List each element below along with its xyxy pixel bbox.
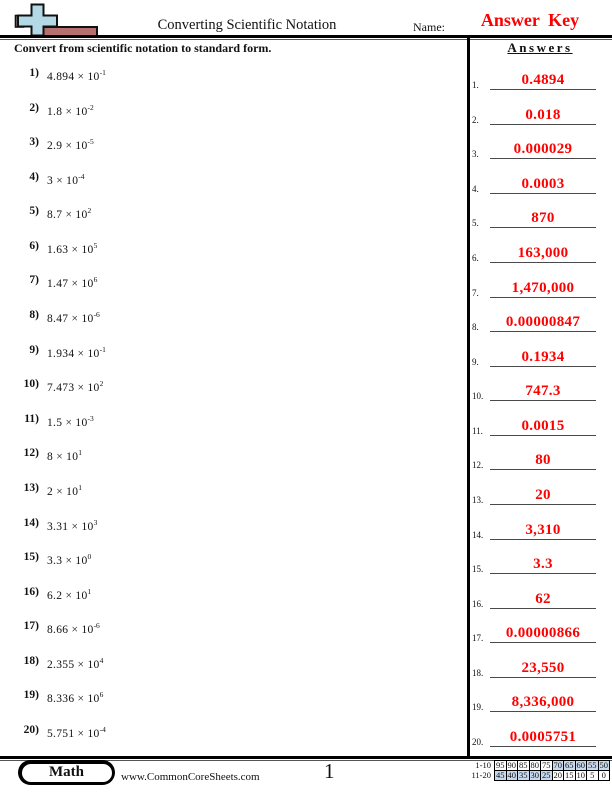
answer-blank-line [490, 728, 596, 747]
answer-blank-line [490, 71, 596, 90]
question-base: 8 × 10 [47, 451, 79, 464]
answer-number: 18. [472, 667, 484, 678]
answer-number: 1. [472, 80, 479, 91]
answer-blank-line [490, 624, 596, 643]
questions-list [15, 66, 455, 758]
question-expression [47, 688, 103, 706]
question-row [15, 273, 455, 308]
answer-value: 0.018 [525, 106, 561, 123]
question-base: 5.751 × 10 [47, 727, 100, 740]
answer-value: 1,470,000 [511, 279, 575, 296]
question-base: 2.355 × 10 [47, 658, 100, 671]
answer-value: 0.0015 [521, 417, 565, 434]
question-expression [47, 481, 82, 499]
answer-row [472, 436, 610, 471]
answer-number: 17. [472, 633, 484, 644]
question-row [15, 619, 455, 654]
question-exponent: -1 [99, 68, 106, 77]
answer-row [472, 540, 610, 575]
question-row [15, 377, 455, 412]
answer-row [472, 159, 610, 194]
answer-row [472, 609, 610, 644]
answer-number: 14. [472, 529, 484, 540]
answer-number: 6. [472, 252, 479, 263]
question-number: 1) [29, 67, 39, 79]
question-exponent: 6 [93, 275, 98, 285]
answer-number: 10. [472, 391, 484, 402]
answer-row [472, 470, 610, 505]
answer-value: 3.3 [533, 556, 553, 573]
question-exponent: 4 [99, 655, 104, 665]
answer-value: 0.000029 [513, 141, 573, 158]
question-exponent: -6 [93, 621, 100, 631]
question-exponent: 2 [99, 379, 104, 389]
answer-value: 20 [535, 487, 551, 504]
answer-blank-line [490, 659, 596, 678]
question-exponent: -2 [87, 102, 94, 112]
question-row [15, 654, 455, 689]
question-expression [47, 273, 97, 291]
question-exponent: -1 [99, 344, 106, 354]
answer-value: 3,310 [525, 521, 561, 538]
question-base: 1.47 × 10 [47, 278, 94, 291]
question-number: 18) [23, 654, 39, 667]
question-exponent: 1 [87, 586, 92, 596]
answer-number: 3. [472, 149, 479, 160]
question-base: 3 × 10 [47, 174, 79, 187]
question-base: 1.5 × 10 [47, 416, 88, 429]
question-expression [47, 170, 85, 188]
question-row [15, 204, 455, 239]
question-row [15, 170, 455, 205]
answer-blank-line [490, 279, 596, 298]
question-base: 3.3 × 10 [47, 554, 88, 567]
question-base: 1.63 × 10 [47, 243, 94, 256]
instruction-text: Convert from scientific notation to standard form. [14, 41, 272, 55]
website-text: www.CommonCoreSheets.com [121, 771, 260, 783]
grading-row [470, 761, 609, 771]
answer-row [472, 56, 610, 91]
answer-row [472, 401, 610, 436]
question-expression [47, 654, 103, 672]
answers-column-divider [467, 36, 470, 757]
grade-cell: 65 [565, 760, 574, 770]
page-number: 1 [324, 759, 335, 783]
question-number: 15) [23, 551, 39, 564]
question-number: 3) [29, 136, 39, 149]
question-row [15, 343, 455, 378]
answer-row [472, 643, 610, 678]
answer-number: 4. [472, 183, 479, 194]
grading-table [470, 760, 610, 781]
answer-value: 0.1934 [521, 348, 565, 365]
answer-value: 163,000 [517, 244, 569, 261]
grade-cell: 80 [530, 760, 539, 770]
question-row [15, 66, 455, 101]
answer-value: 0.00000847 [505, 314, 581, 331]
question-row [15, 585, 455, 620]
question-number: 5) [29, 205, 39, 218]
question-number: 12) [23, 447, 39, 460]
subject-badge-label: Math [21, 763, 113, 783]
grade-cell: 95 [496, 760, 505, 770]
question-expression [47, 516, 97, 534]
question-expression [47, 204, 91, 222]
answer-value: 80 [535, 452, 551, 469]
answer-number: 5. [472, 218, 479, 229]
grade-cell: 25 [542, 770, 551, 780]
answer-number: 19. [472, 702, 484, 713]
question-expression [47, 550, 91, 568]
answer-row [472, 194, 610, 229]
answer-row [472, 505, 610, 540]
question-number: 11) [24, 412, 39, 425]
question-row [15, 550, 455, 585]
question-number: 10) [23, 378, 39, 391]
question-number: 17) [23, 620, 39, 633]
question-expression [47, 135, 94, 153]
answers-list [472, 56, 610, 748]
grade-cell: 20 [553, 770, 562, 780]
question-expression [47, 619, 100, 637]
question-expression [47, 412, 94, 430]
answer-row [472, 228, 610, 263]
grade-cell: 40 [507, 770, 516, 780]
question-row [15, 412, 455, 447]
question-expression [47, 377, 103, 395]
question-base: 2.9 × 10 [47, 139, 88, 152]
question-base: 8.47 × 10 [47, 312, 94, 325]
question-exponent: -4 [99, 724, 106, 734]
answer-blank-line [490, 521, 596, 540]
question-exponent: 1 [78, 482, 83, 492]
grade-cell: 90 [507, 760, 516, 770]
grade-cell: 15 [565, 770, 574, 780]
grade-cell: 75 [542, 760, 551, 770]
question-row [15, 723, 455, 758]
answer-number: 13. [472, 495, 484, 506]
grade-cell: 10 [576, 770, 585, 780]
question-expression [47, 101, 94, 119]
answer-number: 9. [472, 356, 479, 367]
name-label: Name: [413, 20, 445, 34]
question-exponent: -4 [78, 171, 85, 181]
answer-row [472, 574, 610, 609]
grade-cell: 85 [519, 760, 528, 770]
question-row [15, 239, 455, 274]
question-exponent: 0 [87, 552, 92, 562]
question-number: 6) [29, 239, 39, 252]
answer-blank-line [490, 382, 596, 401]
answer-blank-line [490, 106, 596, 125]
question-exponent: 5 [93, 240, 98, 250]
grade-cell: 50 [599, 760, 608, 770]
question-exponent: -6 [93, 310, 100, 320]
grade-cell: 35 [519, 770, 528, 780]
question-base: 2 × 10 [47, 485, 79, 498]
question-exponent: -5 [87, 137, 94, 147]
grade-range-label: 1-10 [475, 760, 491, 770]
question-base: 8.66 × 10 [47, 624, 94, 637]
question-number: 4) [29, 170, 39, 183]
question-base: 8.7 × 10 [47, 209, 88, 222]
answer-row [472, 125, 610, 160]
question-base: 1.934 × 10 [47, 347, 100, 360]
grade-range-label: 11-20 [471, 770, 491, 780]
question-exponent: 2 [87, 206, 92, 216]
answer-value: 0.0003 [521, 175, 565, 192]
answer-number: 16. [472, 598, 484, 609]
answer-blank-line [490, 175, 596, 194]
grade-cell: 30 [530, 770, 539, 780]
question-expression [47, 585, 91, 603]
answer-blank-line [490, 313, 596, 332]
grade-cell: 55 [588, 760, 597, 770]
question-row [15, 481, 455, 516]
question-number: 9) [29, 343, 39, 356]
grade-cell: 45 [496, 770, 505, 780]
question-number: 16) [23, 585, 39, 598]
question-row [15, 101, 455, 136]
question-row [15, 688, 455, 723]
question-base: 6.2 × 10 [47, 589, 88, 602]
question-exponent: -3 [87, 413, 94, 423]
answer-blank-line [490, 451, 596, 470]
answer-blank-line [490, 140, 596, 159]
answer-row [472, 678, 610, 713]
answer-row [472, 332, 610, 367]
answer-blank-line [490, 486, 596, 505]
answer-value: 8,336,000 [511, 694, 575, 711]
page-title: Converting Scientific Notation [157, 17, 337, 33]
answer-number: 2. [472, 114, 479, 125]
answer-number: 12. [472, 460, 484, 471]
question-expression [47, 239, 97, 257]
answer-blank-line [490, 244, 596, 263]
answer-number: 11. [472, 425, 483, 436]
question-number: 7) [29, 274, 39, 287]
grade-cell: 5 [587, 771, 599, 781]
answer-blank-line [490, 417, 596, 436]
question-row [15, 516, 455, 551]
grade-cell: 0 [598, 771, 610, 781]
answer-number: 15. [472, 564, 484, 575]
answer-value: 62 [535, 590, 551, 607]
answer-value: 0.4894 [521, 72, 565, 89]
question-number: 2) [29, 101, 39, 114]
answer-value: 0.0005751 [509, 729, 577, 746]
question-row [15, 135, 455, 170]
question-number: 8) [29, 309, 39, 322]
question-number: 13) [23, 481, 39, 494]
question-base: 8.336 × 10 [47, 693, 100, 706]
question-base: 3.31 × 10 [47, 520, 94, 533]
answer-number: 20. [472, 737, 484, 748]
answer-key-label: Answer Key [480, 10, 580, 30]
question-exponent: 3 [93, 517, 98, 527]
question-base: 4.894 × 10 [47, 70, 100, 83]
question-number: 20) [23, 723, 39, 736]
header-rule [0, 35, 612, 38]
question-expression [47, 66, 106, 84]
answer-blank-line [490, 693, 596, 712]
question-exponent: 1 [78, 448, 83, 458]
question-number: 19) [23, 689, 39, 702]
question-row [15, 446, 455, 481]
answer-value: 747.3 [525, 383, 561, 400]
grading-row [470, 771, 609, 781]
question-expression [47, 343, 106, 361]
subject-badge [18, 760, 115, 785]
answers-heading: Answers [507, 40, 573, 55]
answer-row [472, 367, 610, 402]
answer-blank-line [490, 590, 596, 609]
answer-blank-line [490, 209, 596, 228]
answer-number: 7. [472, 287, 479, 298]
footer-rule [0, 756, 612, 759]
answer-row [472, 298, 610, 333]
answer-row [472, 90, 610, 125]
question-expression [47, 308, 100, 326]
question-number: 14) [23, 516, 39, 529]
answer-value: 23,550 [521, 659, 565, 676]
question-row [15, 308, 455, 343]
answer-row [472, 263, 610, 298]
answer-blank-line [490, 348, 596, 367]
answer-value: 870 [531, 210, 555, 227]
grade-cell: 70 [553, 760, 562, 770]
question-base: 1.8 × 10 [47, 105, 88, 118]
question-base: 7.473 × 10 [47, 382, 100, 395]
question-exponent: 6 [99, 690, 104, 700]
answer-value: 0.00000866 [505, 625, 581, 642]
grade-cell: 60 [576, 760, 585, 770]
answer-row [472, 712, 610, 747]
question-expression [47, 446, 82, 464]
answer-blank-line [490, 555, 596, 574]
question-expression [47, 723, 106, 741]
answer-number: 8. [472, 322, 479, 333]
